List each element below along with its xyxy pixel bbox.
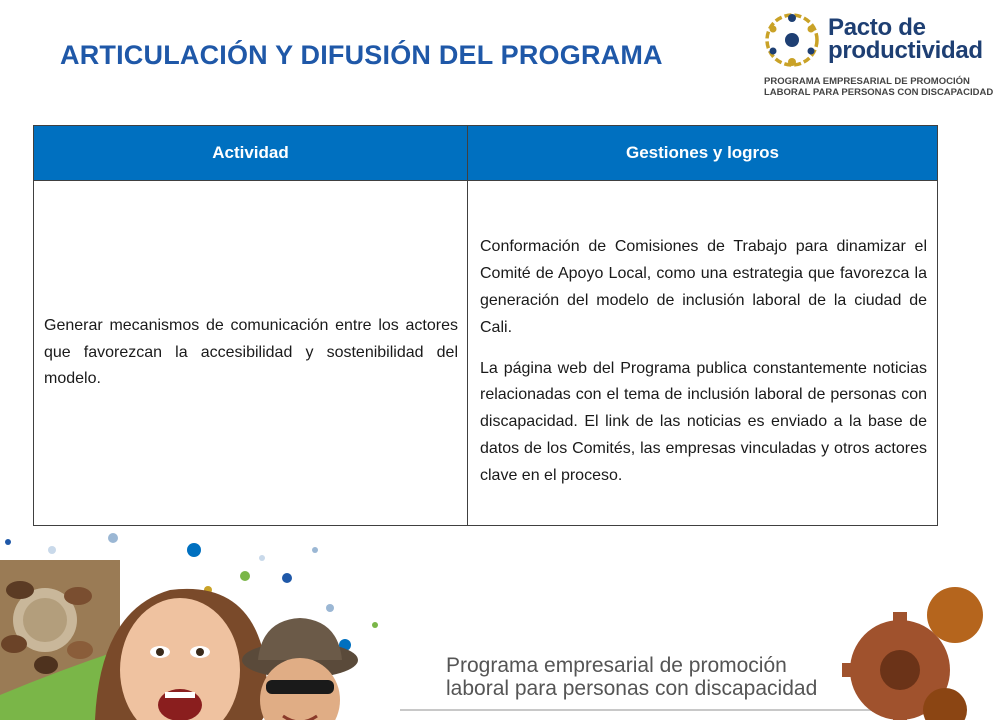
logo-subtitle-line1: PROGRAMA EMPRESARIAL DE PROMOCIÓN [764,76,970,87]
logo-name-line2: productividad [828,37,983,64]
footer-caption-line2: laboral para personas con discapacidad [446,677,818,700]
table-header-row [34,126,938,181]
slide-title: ARTICULACIÓN Y DIFUSIÓN DEL PROGRAMA [60,40,663,70]
table-row [34,181,938,526]
logo-subtitle-line2: LABORAL PARA PERSONAS CON DISCAPACIDAD [764,87,993,98]
logo-subtitle [764,76,993,98]
header-gestiones-logros: Gestiones y logros [468,126,938,181]
cell-gestiones [468,181,938,526]
smiling-woman-photo [95,589,267,720]
header-actividad: Actividad [34,126,468,181]
pacto-productividad-logo [762,8,993,100]
gestiones-paragraph: Conformación de Comisiones de Trabajo para dinamizar el Comité de Apoyo Local, como una estrategia que favorezca la generación del modelo de inclusión laboral de la ciudad de Cali. [480,238,927,336]
logo-name-line1: Pacto de [828,14,926,41]
logo-name [828,16,983,62]
footer-caption [446,654,817,700]
people-circle-logo-icon [762,10,822,70]
footer-caption-line1: Programa empresarial de promoción [446,654,787,677]
gestiones-paragraph: La página web del Programa publica constantemente noticias relacionadas con el tema de inclusión laboral de personas con discapacidad. El link de las noticias es enviado a la base de datos de los Comités, las empresas vinculadas y otros actores clave en el proceso. [480,359,927,484]
cell-actividad: Generar mecanismos de comunicación entre los actores que favorezcan la accesibilidad y sostenibilidad del modelo. [34,181,468,526]
gears-photo [842,587,983,720]
activity-table [33,125,938,526]
